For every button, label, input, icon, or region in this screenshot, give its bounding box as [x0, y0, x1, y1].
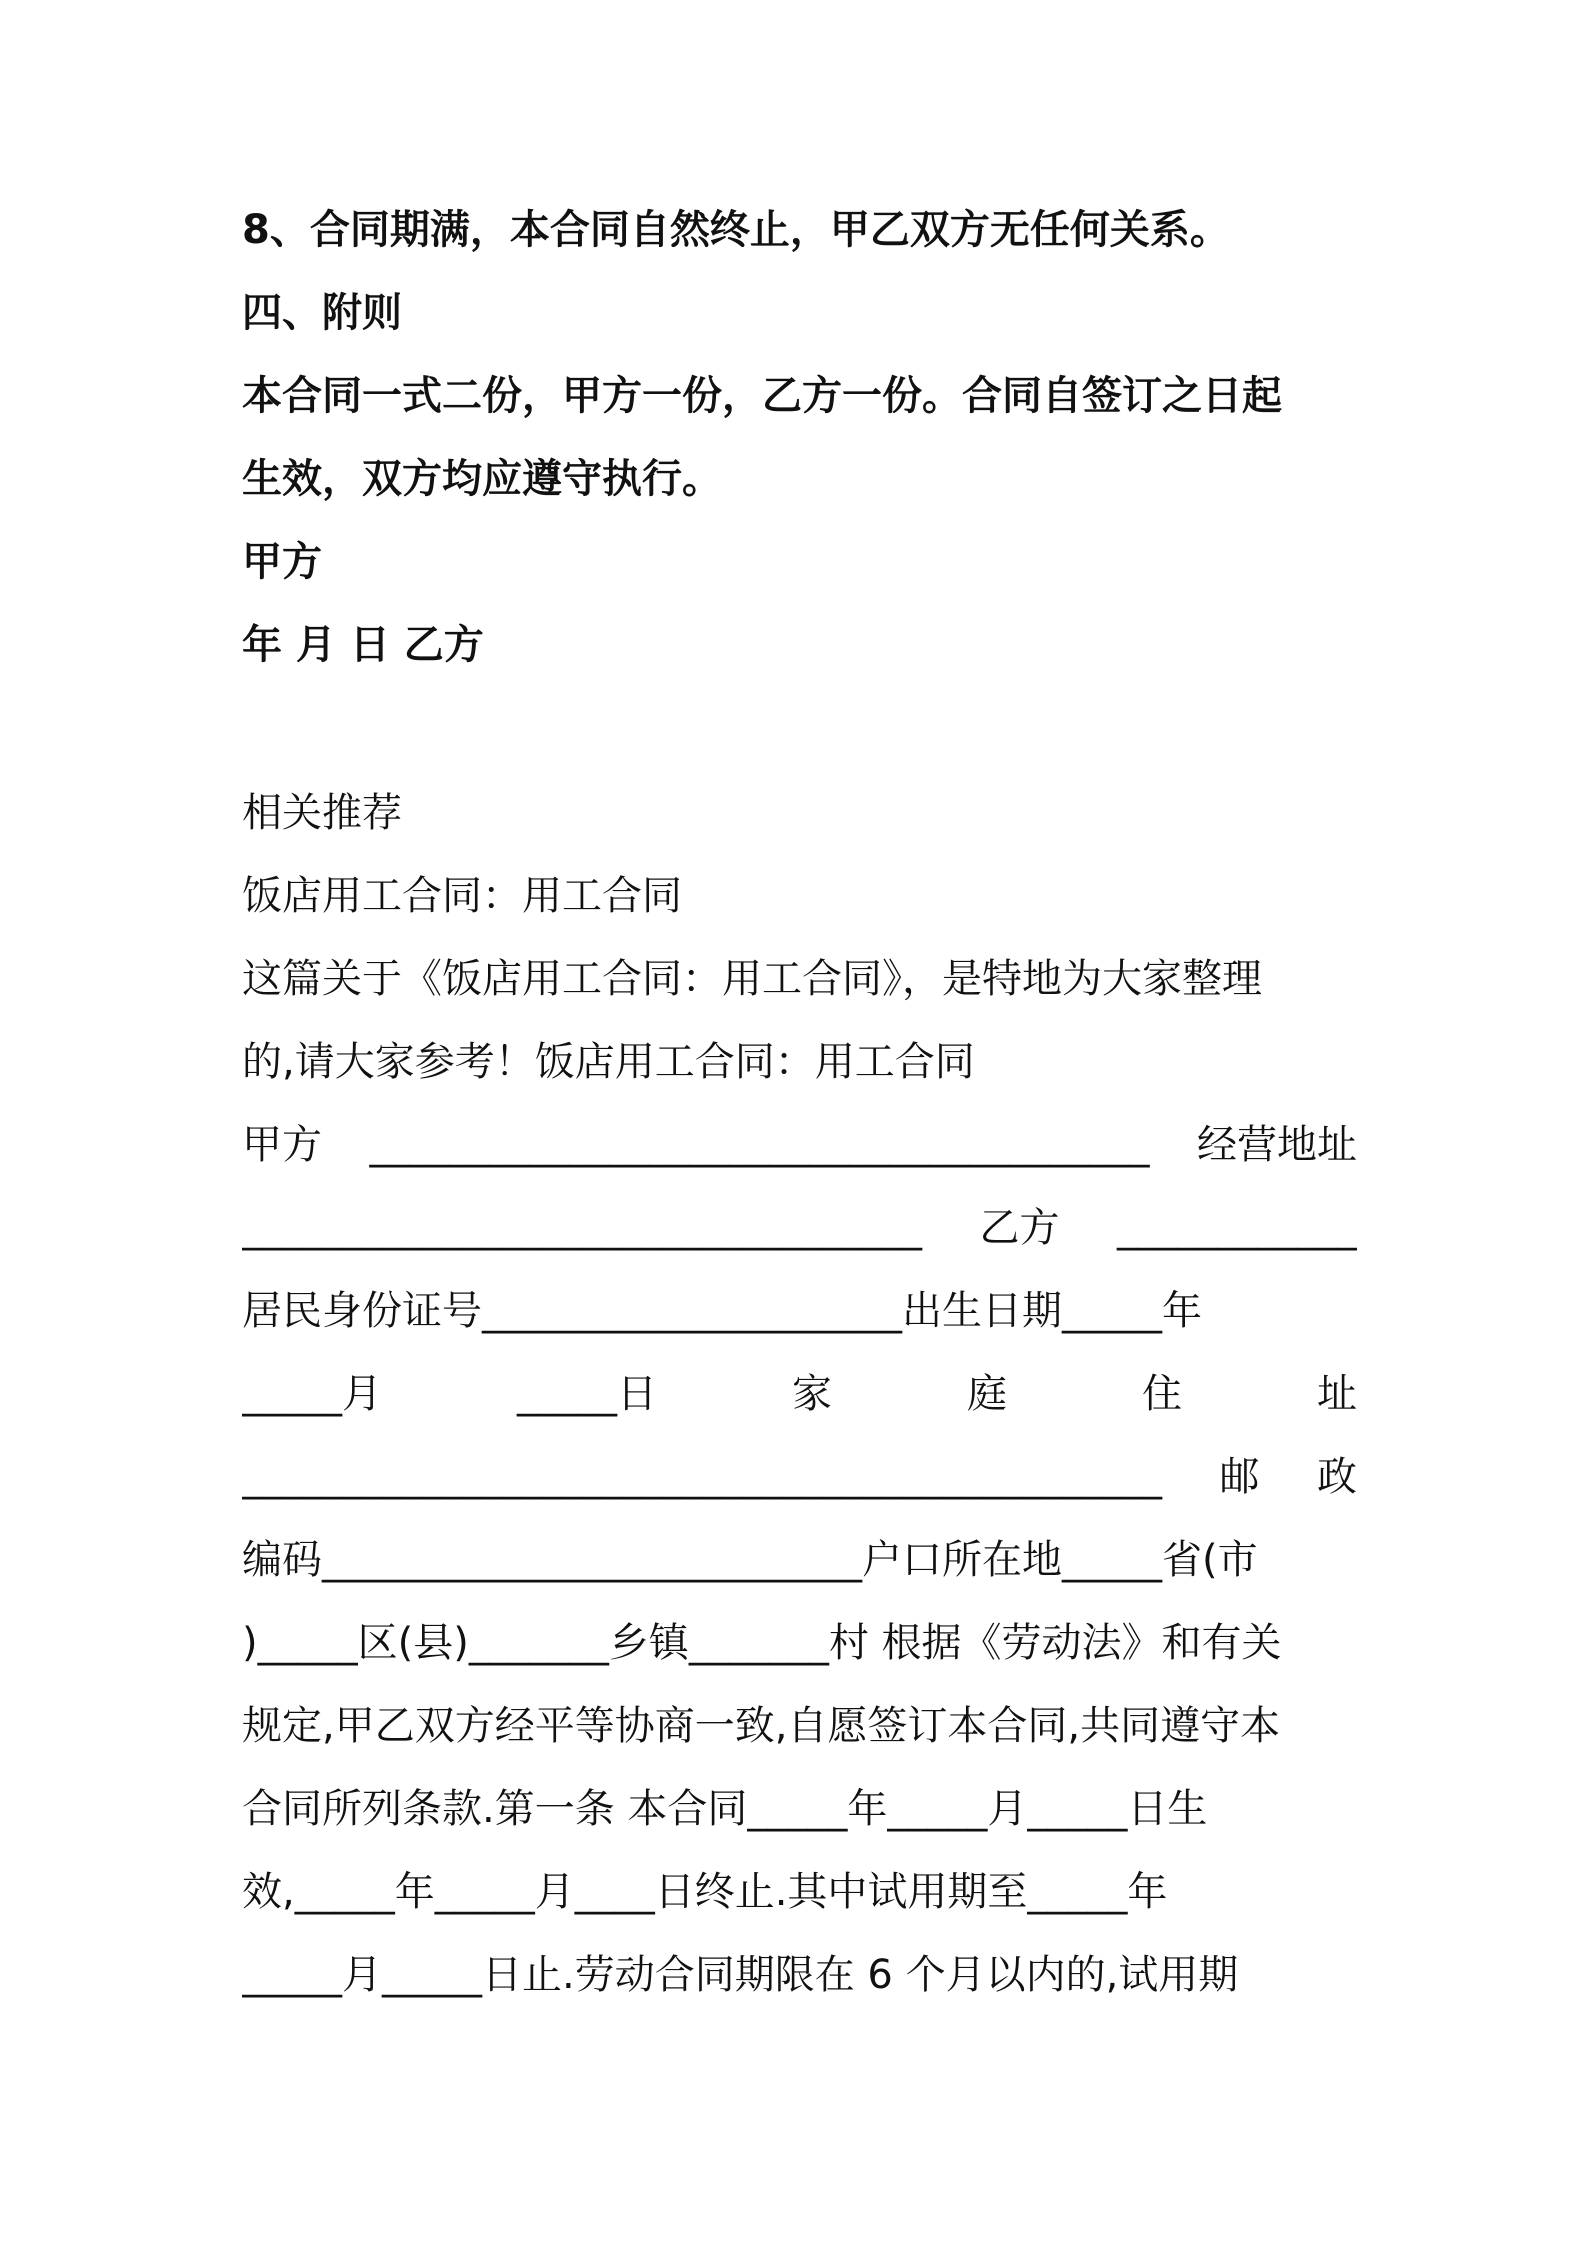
party-b-blank: ____________: [1117, 1205, 1357, 1251]
appendix-text-line-2: 生效，双方均应遵守执行。: [242, 456, 722, 502]
form-line-postal: [242, 1449, 1357, 1505]
home-address-blank: ______________________________________________: [242, 1454, 1162, 1500]
party-b-field-label: 乙方: [979, 1205, 1060, 1251]
home-address-char-3: 住: [1142, 1371, 1182, 1417]
birth-month-blank: _____月: [242, 1371, 382, 1417]
business-address-blank: __________________________________: [242, 1205, 922, 1251]
party-a-field-label: 甲方: [242, 1122, 322, 1168]
home-address-char-4: 址: [1317, 1371, 1357, 1417]
form-line-id-birth: 居民身份证号_____________________出生日期_____年: [242, 1288, 1202, 1334]
form-line-postcode-hukou: 编码___________________________户口所在地_____省(市: [242, 1537, 1258, 1583]
body-line-1: 规定,甲乙双方经平等协商一致,自愿签订本合同,共同遵守本: [242, 1703, 1281, 1749]
home-address-char-2: 庭: [967, 1371, 1007, 1417]
postal-char-1: 邮: [1219, 1454, 1260, 1500]
party-a-blank: _______________________________________: [369, 1122, 1150, 1168]
intro-line-1: 这篇关于《饭店用工合同：用工合同》，是特地为大家整理: [242, 956, 1262, 1002]
appendix-text-line-1: 本合同一式二份，甲方一份，乙方一份。合同自签订之日起: [242, 373, 1282, 419]
related-title: 饭店用工合同：用工合同: [242, 873, 682, 919]
body-line-2: 合同所列条款.第一条 本合同_____年_____月_____日生: [242, 1786, 1208, 1832]
body-line-4: _____月_____日止.劳动合同期限在 6 个月以内的,试用期: [242, 1952, 1239, 1998]
home-address-char-1: 家: [792, 1371, 832, 1417]
date-party-b-line: 年 月 日 乙方: [242, 622, 484, 668]
intro-line-2: 的,请大家参考！饭店用工合同：用工合同: [242, 1039, 975, 1085]
postal-char-2: 政: [1317, 1454, 1357, 1500]
appendix-heading: 四、附则: [242, 290, 402, 336]
form-line-party-a: [242, 1117, 1357, 1173]
business-address-label: 经营地址: [1197, 1122, 1357, 1168]
body-line-3: 效,_____年_____月____日终止.其中试用期至_____年: [242, 1869, 1168, 1915]
party-a-label: 甲方: [242, 539, 322, 585]
clause-8: 8、合同期满，本合同自然终止，甲乙双方无任何关系。: [242, 207, 1230, 253]
birth-day-blank: _____日: [517, 1371, 657, 1417]
related-heading: 相关推荐: [242, 790, 402, 836]
form-line-party-b: [242, 1200, 1357, 1256]
form-line-district-law: )_____区(县)_______乡镇_______村 根据《劳动法》和有关: [242, 1620, 1282, 1666]
form-line-home-address: [242, 1366, 1357, 1422]
